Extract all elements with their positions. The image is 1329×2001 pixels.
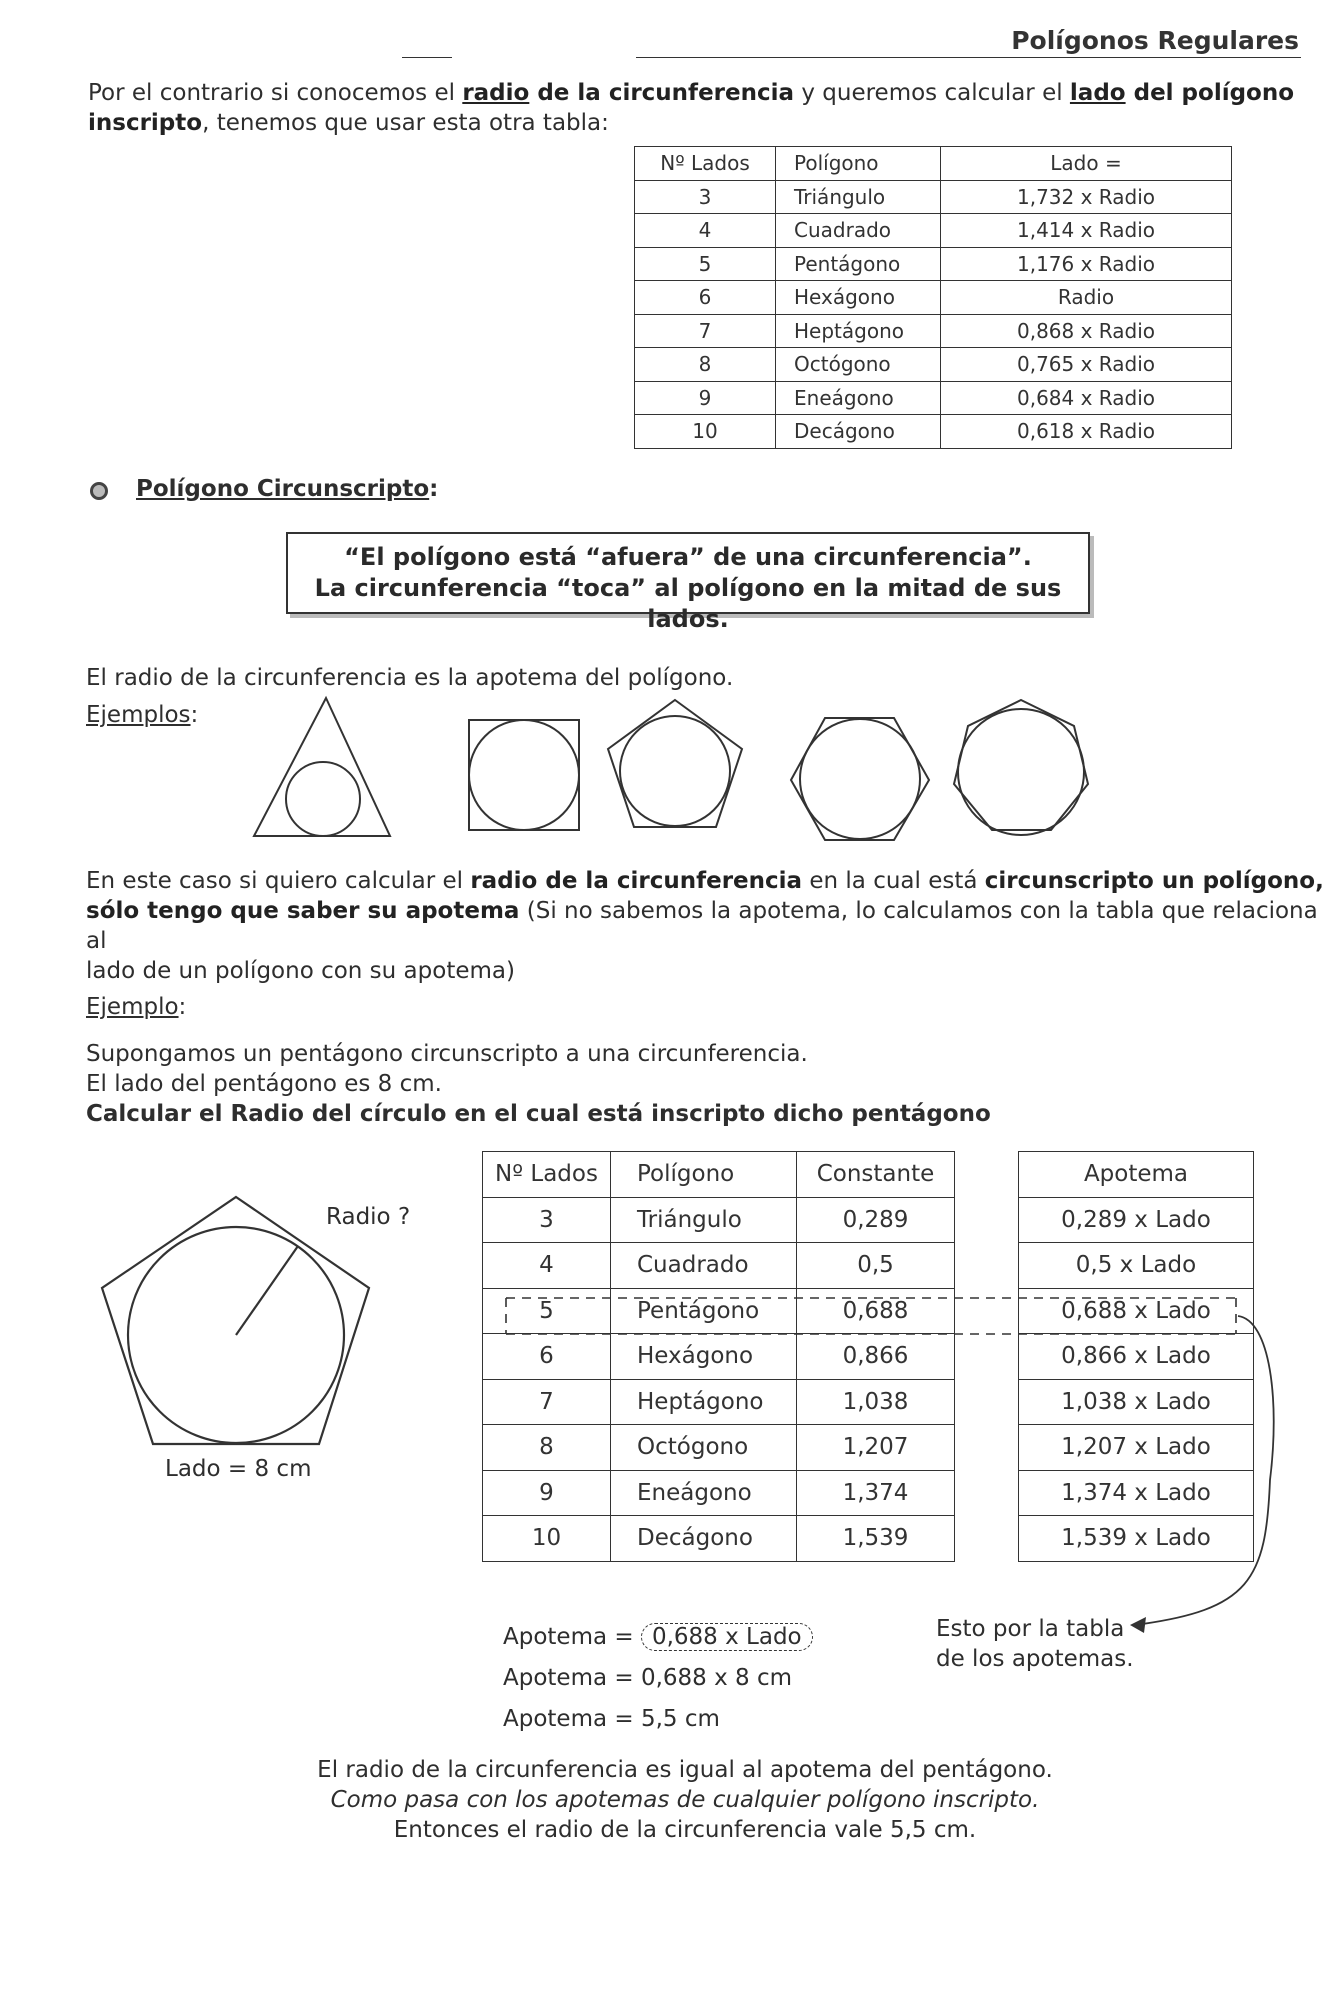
- polygon-cell: Triángulo: [776, 180, 941, 214]
- constant-cell: 1,539: [797, 1516, 955, 1562]
- para2-text-2: en la cual está: [802, 868, 985, 894]
- header-cell: Apotema: [1019, 1152, 1254, 1198]
- note-line-1: Esto por la tabla: [936, 1616, 1125, 1642]
- polygon-cell: Octógono: [776, 348, 941, 382]
- inscribed-side-table: [634, 146, 1232, 449]
- formula-cell: 0,866 x Lado: [1019, 1334, 1254, 1380]
- conclusion-line-1: El radio de la circunferencia es igual al apotema del pentágono.: [317, 1757, 1053, 1783]
- constant-cell: 0,688: [797, 1288, 955, 1334]
- intro-poligono: del polígono: [1125, 80, 1295, 106]
- sides-cell: 7: [635, 314, 776, 348]
- para2-bold-3: sólo tengo que saber su apotema: [86, 898, 520, 924]
- formula-cell: Radio: [941, 281, 1232, 315]
- header-cell: Nº Lados: [635, 147, 776, 181]
- header-cell: Constante: [797, 1152, 955, 1198]
- formula-cell: 0,684 x Radio: [941, 381, 1232, 415]
- example-label: [86, 992, 186, 1022]
- pentagon-example: [608, 700, 742, 827]
- polygon-cell: Heptágono: [776, 314, 941, 348]
- table-row: [635, 180, 1232, 214]
- formula-cell: 1,207 x Lado: [1019, 1425, 1254, 1471]
- table-note: [936, 1614, 1134, 1674]
- page-title: Polígonos Regulares: [1011, 26, 1299, 55]
- table-row: [635, 348, 1232, 382]
- sides-cell: 7: [483, 1379, 611, 1425]
- constant-cell: 0,289: [797, 1197, 955, 1243]
- constant-cell: 1,038: [797, 1379, 955, 1425]
- header-cell: Lado =: [941, 147, 1232, 181]
- sides-cell: 9: [635, 381, 776, 415]
- sides-cell: 9: [483, 1470, 611, 1516]
- definition-box: [286, 532, 1090, 633]
- sides-cell: 3: [483, 1197, 611, 1243]
- constant-cell: 0,866: [797, 1334, 955, 1380]
- definition-line-2: La circunferencia “toca” al polígono en la mitad de sus lados.: [314, 574, 1062, 633]
- polygon-cell: Hexágono: [611, 1334, 797, 1380]
- table-row: [635, 381, 1232, 415]
- table-row: [1019, 1197, 1254, 1243]
- calc-line-3: Apotema = 5,5 cm: [503, 1706, 720, 1732]
- sides-cell: 6: [635, 281, 776, 315]
- formula-cell: 1,414 x Radio: [941, 214, 1232, 248]
- examples-label: [86, 700, 198, 730]
- constant-cell: 0,5: [797, 1243, 955, 1289]
- circumscribed-explanation: [86, 866, 1326, 986]
- para2-bold-2: circunscripto un polígono,: [984, 868, 1324, 894]
- header-cell: Polígono: [611, 1152, 797, 1198]
- formula-cell: 1,539 x Lado: [1019, 1516, 1254, 1562]
- table-row: [635, 314, 1232, 348]
- square-example: [469, 720, 579, 830]
- examples-colon: :: [190, 702, 199, 728]
- polygon-cell: Heptágono: [611, 1379, 797, 1425]
- sides-cell: 10: [483, 1516, 611, 1562]
- table-row: [635, 247, 1232, 281]
- intro-text-2: y queremos calcular el: [794, 80, 1070, 106]
- polygon-cell: Cuadrado: [611, 1243, 797, 1289]
- table-header-row: [1019, 1152, 1254, 1198]
- calc-line-1: [503, 1617, 813, 1658]
- para2-text-1: En este caso si quiero calcular el: [86, 868, 471, 894]
- polygon-cell: Pentágono: [776, 247, 941, 281]
- section-colon: :: [429, 476, 439, 502]
- table-header-row: [483, 1152, 955, 1198]
- polygon-cell: Decágono: [776, 415, 941, 449]
- formula-cell: 1,374 x Lado: [1019, 1470, 1254, 1516]
- sides-cell: 3: [635, 180, 776, 214]
- radius-label: Radio ?: [326, 1204, 411, 1230]
- calc-line-1-highlight: 0,688 x Lado: [641, 1623, 813, 1651]
- sides-cell: 6: [483, 1334, 611, 1380]
- calc-line-2: Apotema = 0,688 x 8 cm: [503, 1665, 793, 1691]
- table-row: [483, 1197, 955, 1243]
- header-rule-long: [636, 57, 1301, 58]
- example-word: Ejemplo: [86, 994, 179, 1020]
- formula-cell: 0,618 x Radio: [941, 415, 1232, 449]
- polygon-cell: Pentágono: [611, 1288, 797, 1334]
- header-rule-short: [402, 57, 452, 58]
- heptagon-example: [954, 700, 1088, 835]
- header-cell: Nº Lados: [483, 1152, 611, 1198]
- formula-cell: 1,732 x Radio: [941, 180, 1232, 214]
- table-row: [635, 415, 1232, 449]
- sides-cell: 10: [635, 415, 776, 449]
- bullet-icon: [90, 482, 108, 500]
- intro-paragraph: [88, 78, 1308, 138]
- para2-text-4: lado de un polígono con su apotema): [86, 958, 515, 984]
- hexagon-example: [791, 718, 929, 840]
- para2-bold-1: radio de la circunferencia: [470, 868, 803, 894]
- polygon-cell: Hexágono: [776, 281, 941, 315]
- example-line-2: El lado del pentágono es 8 cm.: [86, 1071, 442, 1097]
- example-colon: :: [178, 994, 187, 1020]
- formula-cell: 0,688 x Lado: [1019, 1288, 1254, 1334]
- formula-cell: 0,765 x Radio: [941, 348, 1232, 382]
- polygon-cell: Eneágono: [611, 1470, 797, 1516]
- section-heading: [136, 474, 438, 504]
- conclusion: [290, 1755, 1080, 1845]
- note-line-2: de los apotemas.: [936, 1646, 1134, 1672]
- sides-cell: 8: [635, 348, 776, 382]
- polygon-cell: Triángulo: [611, 1197, 797, 1243]
- intro-inscripto: inscripto: [88, 110, 203, 136]
- formula-cell: 1,038 x Lado: [1019, 1379, 1254, 1425]
- intro-lado: lado: [1069, 80, 1126, 106]
- intro-text-3: , tenemos que usar esta otra tabla:: [202, 110, 609, 136]
- apothem-statement: El radio de la circunferencia es la apotema del polígono.: [86, 665, 734, 691]
- sides-cell: 8: [483, 1425, 611, 1471]
- triangle-example: [254, 698, 390, 836]
- sides-cell: 5: [635, 247, 776, 281]
- constant-cell: 1,207: [797, 1425, 955, 1471]
- formula-cell: 0,868 x Radio: [941, 314, 1232, 348]
- polygon-cell: Cuadrado: [776, 214, 941, 248]
- examples-figures: [240, 690, 1200, 860]
- table-row: [635, 214, 1232, 248]
- para2-text-3: (Si no sabemos la apotema, lo calculamos con la tabla que relaciona al: [86, 898, 1318, 954]
- calc-line-1-label: Apotema =: [503, 1624, 634, 1650]
- table-header-row: [635, 147, 1232, 181]
- polygon-cell: Eneágono: [776, 381, 941, 415]
- header-cell: Polígono: [776, 147, 941, 181]
- intro-text-1: Por el contrario si conocemos el: [88, 80, 463, 106]
- example-statement: [86, 1039, 1186, 1129]
- example-line-3: Calcular el Radio del círculo en el cual está inscripto dicho pentágono: [86, 1101, 991, 1127]
- example-line-1: Supongamos un pentágono circunscripto a una circunferencia.: [86, 1041, 808, 1067]
- calculation-block: [503, 1617, 813, 1740]
- polygon-cell: Decágono: [611, 1516, 797, 1562]
- definition-line-1: “El polígono está “afuera” de una circunferencia”.: [344, 543, 1032, 571]
- constant-cell: 1,374: [797, 1470, 955, 1516]
- formula-cell: 0,5 x Lado: [1019, 1243, 1254, 1289]
- polygon-cell: Octógono: [611, 1425, 797, 1471]
- side-label: Lado = 8 cm: [165, 1456, 312, 1482]
- arrow-curve: [1135, 1316, 1274, 1625]
- sides-cell: 4: [483, 1243, 611, 1289]
- intro-circunferencia: de la circunferencia: [529, 80, 795, 106]
- intro-radio: radio: [462, 80, 530, 106]
- sides-cell: 5: [483, 1288, 611, 1334]
- section-title: Polígono Circunscripto: [136, 476, 430, 502]
- conclusion-line-3: Entonces el radio de la circunferencia vale 5,5 cm.: [393, 1817, 977, 1843]
- sides-cell: 4: [635, 214, 776, 248]
- table-row: [635, 281, 1232, 315]
- formula-cell: 1,176 x Radio: [941, 247, 1232, 281]
- examples-word: Ejemplos: [86, 702, 191, 728]
- formula-cell: 0,289 x Lado: [1019, 1197, 1254, 1243]
- conclusion-line-2: Como pasa con los apotemas de cualquier polígono inscripto.: [330, 1787, 1040, 1813]
- highlight-overlay: [480, 1280, 1300, 1670]
